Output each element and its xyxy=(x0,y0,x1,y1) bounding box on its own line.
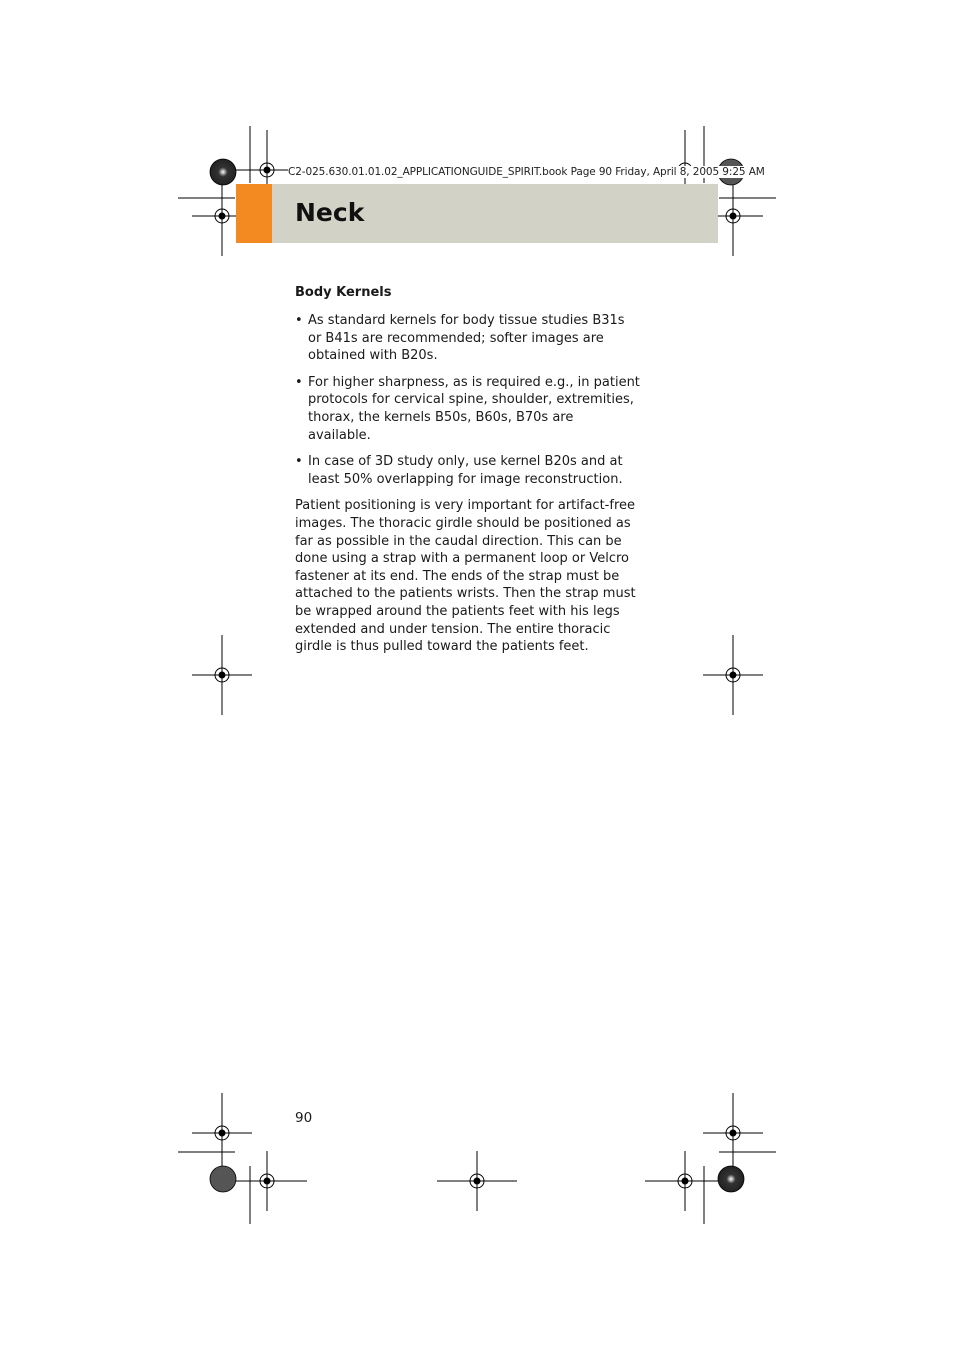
bullet-icon: • xyxy=(295,454,303,470)
page-number: 90 xyxy=(295,1110,313,1126)
chapter-header xyxy=(236,184,718,243)
print-slug: C2-025.630.01.01.02_APPLICATIONGUIDE_SPIRIT.book Page 90 Friday, April 8, 2005 9:25 AM xyxy=(288,166,765,178)
header-accent-block xyxy=(236,184,272,243)
list-item-text: As standard kernels for body tissue studies B31s or B41s are recommended; softer images are obtained with B20s. xyxy=(308,313,625,364)
list-item xyxy=(295,453,640,488)
list-item xyxy=(295,374,640,444)
body-paragraph: Patient positioning is very important for artifact-free images. The thoracic girdle should be positioned as far as possible in the caudal direction. This can be done using a strap with a permanent loop or Velcro fastener at its end. The ends of the strap must be attached to the patients wrists. Then the strap must be wrapped around the patients feet with his legs extended and under tension. The entire thoracic girdle is thus pulled toward the patients feet. xyxy=(295,498,636,655)
page-title: Neck xyxy=(295,198,365,227)
list-item-text: For higher sharpness, as is required e.g., in patient protocols for cervical spine, shoulder, extremities, thorax, the kernels B50s, B60s, B70s are available. xyxy=(308,374,640,443)
list-item-text: In case of 3D study only, use kernel B20s and at least 50% overlapping for image reconstruction. xyxy=(308,454,623,487)
main-content xyxy=(295,284,640,656)
bullet-icon: • xyxy=(295,374,303,390)
section-heading: Body Kernels xyxy=(295,285,392,300)
bullet-list xyxy=(295,312,640,488)
list-item xyxy=(295,312,640,365)
bullet-icon: • xyxy=(295,313,303,328)
